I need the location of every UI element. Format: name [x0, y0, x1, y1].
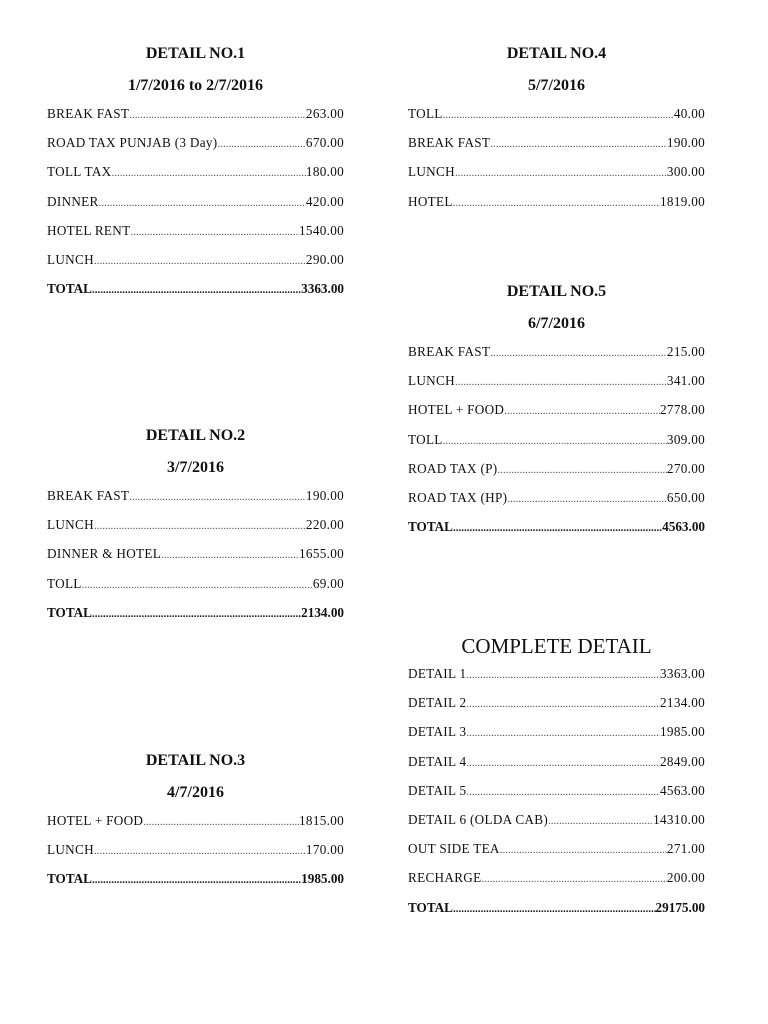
expense-row — [47, 840, 344, 869]
total-label: TOTAL — [47, 604, 92, 620]
dot-leader — [455, 163, 667, 183]
expense-label: DETAIL 4 — [408, 753, 467, 769]
expense-label: ROAD TAX PUNJAB (3 Day) — [47, 135, 218, 151]
expense-label: DINNER & HOTEL — [47, 546, 162, 562]
total-amount: 3363.00 — [301, 281, 344, 297]
dot-leader — [548, 811, 653, 831]
expense-label: LUNCH — [47, 842, 94, 858]
expense-row — [47, 544, 344, 573]
expense-label: LUNCH — [408, 373, 455, 389]
detail-2-section — [47, 422, 344, 632]
expense-amount: 2134.00 — [660, 695, 705, 711]
expense-row — [408, 342, 705, 371]
expense-label: LUNCH — [47, 517, 94, 533]
expense-amount: 190.00 — [666, 135, 705, 151]
expense-amount: 271.00 — [666, 841, 705, 857]
section-date: 1/7/2016 to 2/7/2016 — [127, 77, 264, 94]
expense-label: DETAIL 6 (OLDA CAB) — [408, 811, 549, 827]
expense-label: TOLL — [47, 575, 82, 591]
dot-leader — [129, 105, 306, 125]
total-row — [47, 603, 344, 632]
section-date: 5/7/2016 — [528, 77, 585, 94]
dot-leader — [466, 723, 660, 743]
expense-amount: 215.00 — [666, 344, 705, 359]
total-amount: 4563.00 — [662, 519, 705, 535]
expense-row — [408, 839, 705, 868]
expense-amount: 4563.00 — [660, 782, 705, 798]
expense-row — [408, 781, 705, 810]
expense-label: DETAIL 2 — [408, 695, 467, 711]
dot-leader — [490, 343, 667, 363]
expense-label: HOTEL + FOOD — [408, 402, 505, 418]
total-row — [47, 869, 344, 898]
expense-row — [47, 486, 344, 515]
dot-leader — [481, 869, 666, 889]
dot-leader — [111, 163, 305, 183]
dot-leader — [453, 518, 662, 538]
expense-amount: 341.00 — [666, 373, 705, 389]
total-amount: 1985.00 — [301, 871, 344, 887]
dot-leader — [130, 222, 299, 242]
expense-label: OUT SIDE TEA — [408, 841, 500, 857]
dot-leader — [453, 193, 660, 213]
dot-leader — [94, 841, 306, 861]
expense-amount: 2778.00 — [660, 402, 705, 418]
dot-leader — [94, 251, 306, 271]
expense-row — [47, 574, 344, 603]
expense-label: DETAIL 1 — [408, 666, 467, 681]
dot-leader — [94, 516, 306, 536]
total-label: TOTAL — [47, 281, 92, 297]
dot-leader — [443, 431, 667, 451]
expense-label: LUNCH — [408, 164, 455, 180]
expense-row — [408, 810, 705, 839]
expense-amount: 270.00 — [666, 460, 705, 476]
expense-list — [47, 486, 344, 632]
detail-5-section — [408, 278, 705, 546]
expense-row — [47, 133, 344, 162]
expense-list — [47, 811, 344, 899]
expense-row — [408, 693, 705, 722]
expense-row — [408, 104, 705, 133]
dot-leader — [92, 870, 301, 890]
complete-detail-section — [408, 632, 705, 927]
expense-label: BREAK FAST — [47, 106, 130, 121]
expense-label: RECHARGE — [408, 870, 482, 886]
dot-leader — [129, 487, 306, 507]
expense-row — [47, 192, 344, 221]
dot-leader — [498, 460, 667, 480]
expense-label: TOLL — [408, 106, 443, 121]
expense-label: ROAD TAX (P) — [408, 460, 498, 476]
expense-list — [408, 104, 705, 221]
expense-row — [47, 221, 344, 250]
section-date: 3/7/2016 — [167, 459, 224, 476]
expense-label: TOLL — [408, 431, 443, 447]
section-title: DETAIL NO.2 — [145, 427, 246, 444]
expense-row — [47, 162, 344, 191]
summary-list — [408, 664, 705, 927]
expense-label: DINNER — [47, 193, 99, 209]
expense-label: DETAIL 5 — [408, 782, 467, 798]
dot-leader — [217, 134, 305, 154]
expense-row — [47, 250, 344, 279]
dot-leader — [92, 604, 301, 624]
detail-1-section — [47, 40, 344, 308]
total-label: TOTAL — [408, 519, 453, 535]
expense-amount: 263.00 — [305, 106, 344, 121]
section-title: DETAIL NO.1 — [145, 45, 246, 62]
expense-label: ROAD TAX (HP) — [408, 489, 508, 505]
expense-label: DETAIL 3 — [408, 724, 467, 740]
expense-amount: 1655.00 — [299, 546, 344, 562]
expense-amount: 69.00 — [312, 575, 344, 591]
dot-leader — [453, 899, 656, 919]
dot-leader — [466, 694, 660, 714]
expense-list — [47, 104, 344, 308]
expense-amount: 420.00 — [305, 193, 344, 209]
expense-row — [408, 133, 705, 162]
detail-3-section — [47, 747, 344, 899]
expense-label: TOLL TAX — [47, 164, 112, 180]
dot-leader — [466, 782, 660, 802]
section-title: DETAIL NO.5 — [506, 283, 607, 300]
expense-amount: 40.00 — [673, 106, 705, 121]
expense-amount: 1985.00 — [660, 724, 705, 740]
expense-row — [47, 515, 344, 544]
expense-amount: 3363.00 — [660, 666, 705, 681]
dot-leader — [143, 812, 299, 832]
expense-label: HOTEL RENT — [47, 222, 131, 238]
expense-row — [408, 162, 705, 191]
total-amount: 2134.00 — [301, 604, 344, 620]
total-row — [408, 898, 705, 927]
expense-row — [408, 400, 705, 429]
dot-leader — [490, 134, 667, 154]
expense-amount: 220.00 — [305, 517, 344, 533]
dot-leader — [161, 545, 299, 565]
expense-label: BREAK FAST — [408, 135, 491, 151]
expense-row — [47, 811, 344, 840]
expense-amount: 1819.00 — [660, 193, 705, 209]
dot-leader — [466, 753, 660, 773]
expense-label: LUNCH — [47, 251, 94, 267]
total-row — [47, 279, 344, 308]
expense-label: HOTEL + FOOD — [47, 813, 144, 828]
expense-row — [408, 371, 705, 400]
expense-row — [408, 752, 705, 781]
expense-row — [408, 430, 705, 459]
expense-amount: 2849.00 — [660, 753, 705, 769]
section-title: DETAIL NO.4 — [506, 45, 607, 62]
expense-amount: 290.00 — [305, 251, 344, 267]
expense-row — [408, 488, 705, 517]
expense-amount: 309.00 — [666, 431, 705, 447]
expense-amount: 650.00 — [666, 489, 705, 505]
dot-leader — [455, 372, 667, 392]
total-row — [408, 517, 705, 546]
section-title: DETAIL NO.3 — [145, 752, 246, 769]
expense-row — [408, 664, 705, 693]
expense-amount: 300.00 — [666, 164, 705, 180]
dot-leader — [466, 665, 660, 685]
expense-amount: 190.00 — [305, 488, 344, 503]
expense-row — [408, 868, 705, 897]
expense-amount: 1540.00 — [299, 222, 344, 238]
expense-amount: 170.00 — [305, 842, 344, 858]
expense-row — [408, 722, 705, 751]
expense-label: BREAK FAST — [47, 488, 130, 503]
detail-4-section — [408, 40, 705, 221]
expense-amount: 200.00 — [666, 870, 705, 886]
expense-label: BREAK FAST — [408, 344, 491, 359]
expense-row — [47, 104, 344, 133]
dot-leader — [92, 280, 301, 300]
dot-leader — [99, 193, 306, 213]
dot-leader — [507, 489, 667, 509]
expense-row — [408, 459, 705, 488]
dot-leader — [504, 401, 660, 421]
expense-row — [408, 192, 705, 221]
expense-amount: 180.00 — [305, 164, 344, 180]
dot-leader — [443, 105, 674, 125]
expense-amount: 1815.00 — [299, 813, 344, 828]
section-date: 4/7/2016 — [167, 784, 224, 801]
total-label: TOTAL — [408, 899, 453, 915]
expense-list — [408, 342, 705, 546]
expense-label: HOTEL — [408, 193, 453, 209]
expense-amount: 670.00 — [305, 135, 344, 151]
total-amount: 29175.00 — [655, 899, 705, 915]
expense-amount: 14310.00 — [653, 811, 705, 827]
dot-leader — [500, 840, 667, 860]
complete-detail-title: COMPLETE DETAIL — [461, 634, 652, 658]
total-label: TOTAL — [47, 871, 92, 887]
dot-leader — [82, 575, 313, 595]
section-date: 6/7/2016 — [528, 315, 585, 332]
